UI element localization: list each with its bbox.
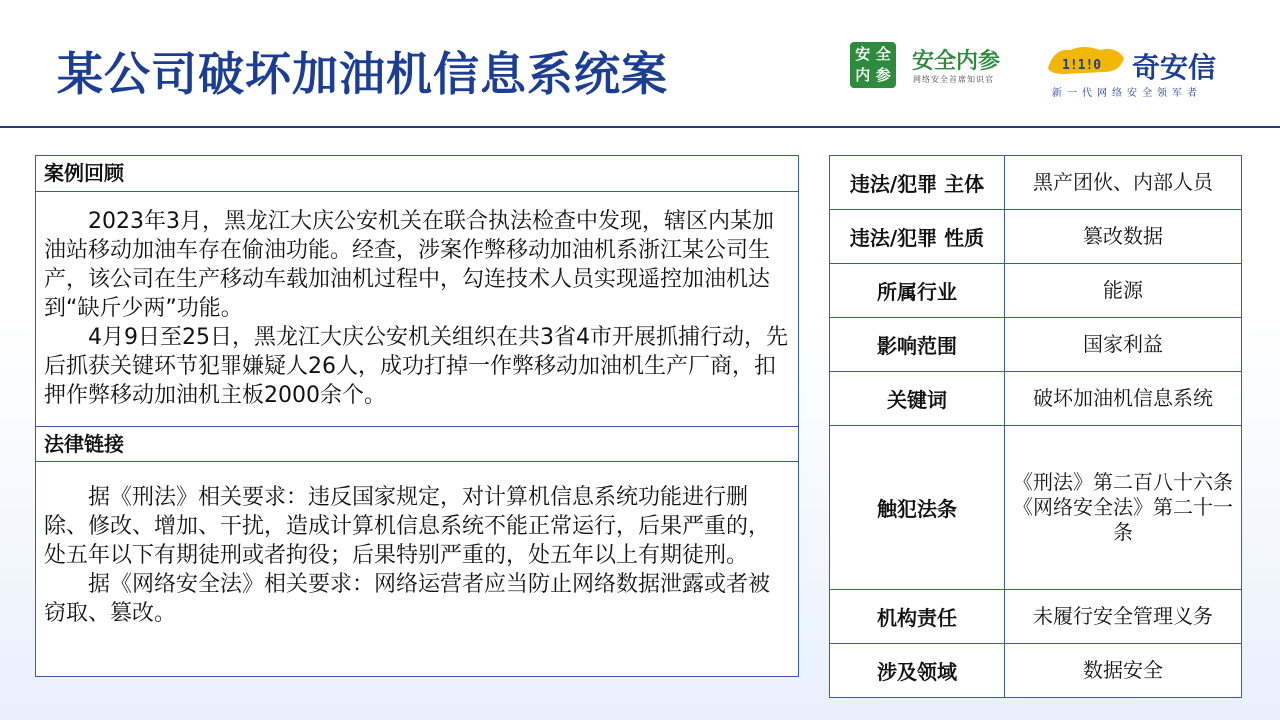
- fact-value: 国家利益: [1005, 318, 1242, 372]
- case-review-paragraph: 2023年3月，黑龙江大庆公安机关在联合执法检查中发现，辖区内某加油站移动加油车存在偷油功能。经查，涉案作弊移动加油机系浙江某公司生产，该公司在生产移动车载加油机过程中，勾连技术人员实现遥控加油机达到“缺斤少两”功能。: [44, 209, 774, 321]
- legal-link-text: [44, 483, 789, 628]
- case-facts-table: [829, 155, 1242, 698]
- table-row: [830, 589, 1242, 643]
- slide-header: [0, 0, 1280, 128]
- svg-text:1!1!0: 1!1!0: [1062, 58, 1102, 73]
- fact-value: 《刑法》第二百八十六条 《网络安全法》第二十一条: [1005, 426, 1242, 589]
- fact-key: 触犯法条: [830, 426, 1005, 589]
- legal-link-paragraph: 据《网络安全法》相关要求：网络运营者应当防止网络数据泄露或者被窃取、篡改。: [44, 572, 771, 626]
- table-row: [830, 643, 1242, 697]
- fact-key: 违法/犯罪 主体: [830, 156, 1005, 210]
- fact-value: 破坏加油机信息系统: [1005, 372, 1242, 426]
- logo-right-tagline: 新一代网络安全领军者: [1052, 88, 1202, 99]
- page-title: 某公司破坏加油机信息系统案: [57, 47, 668, 101]
- table-row: [830, 210, 1242, 264]
- fact-key: 所属行业: [830, 264, 1005, 318]
- legal-link-paragraph: 据《刑法》相关要求：违反国家规定，对计算机信息系统功能进行删除、修改、增加、干扰，造成计算机信息系统不能正常运行，后果严重的，处五年以下有期徒刑或者拘役；后果特别严重的，处五年以上有期徒刑。: [44, 485, 771, 568]
- table-row: [830, 156, 1242, 210]
- logo-left-tagline: 网络安全首席知识官: [913, 75, 994, 84]
- anquanneican-logo: [850, 42, 1020, 90]
- fact-value: 篡改数据: [1005, 210, 1242, 264]
- fact-key: 违法/犯罪 性质: [830, 210, 1005, 264]
- case-review-heading: 案例回顾: [36, 156, 798, 192]
- fact-value: 未履行安全管理义务: [1005, 589, 1242, 643]
- fact-key: 涉及领域: [830, 643, 1005, 697]
- fact-key: 影响范围: [830, 318, 1005, 372]
- logo-right-name: 奇安信: [1132, 51, 1217, 84]
- qianxin-logo: [1044, 40, 1244, 99]
- case-review-text: [44, 207, 789, 410]
- fact-value: 黑产团伙、内部人员: [1005, 156, 1242, 210]
- table-row: [830, 372, 1242, 426]
- fact-key: 关键词: [830, 372, 1005, 426]
- fact-key: 机构责任: [830, 589, 1005, 643]
- table-row: [830, 264, 1242, 318]
- fact-value: 数据安全: [1005, 643, 1242, 697]
- table-row: [830, 318, 1242, 372]
- case-review-paragraph: 4月9日至25日，黑龙江大庆公安机关组织在共3省4市开展抓捕行动，先后抓获关键环节犯罪嫌疑人26人，成功打掉一作弊移动加油机生产厂商，扣押作弊移动加油机主板2000余个。: [44, 325, 788, 408]
- qianxin-mark-icon: [1044, 42, 1128, 80]
- anquanneican-seal-icon: 安 全 内 参: [850, 42, 896, 88]
- fact-value: 能源: [1005, 264, 1242, 318]
- legal-link-heading: 法律链接: [36, 426, 798, 462]
- case-panel: [35, 155, 799, 677]
- logo-left-name: 安全内参: [912, 49, 1001, 74]
- table-row: [830, 426, 1242, 589]
